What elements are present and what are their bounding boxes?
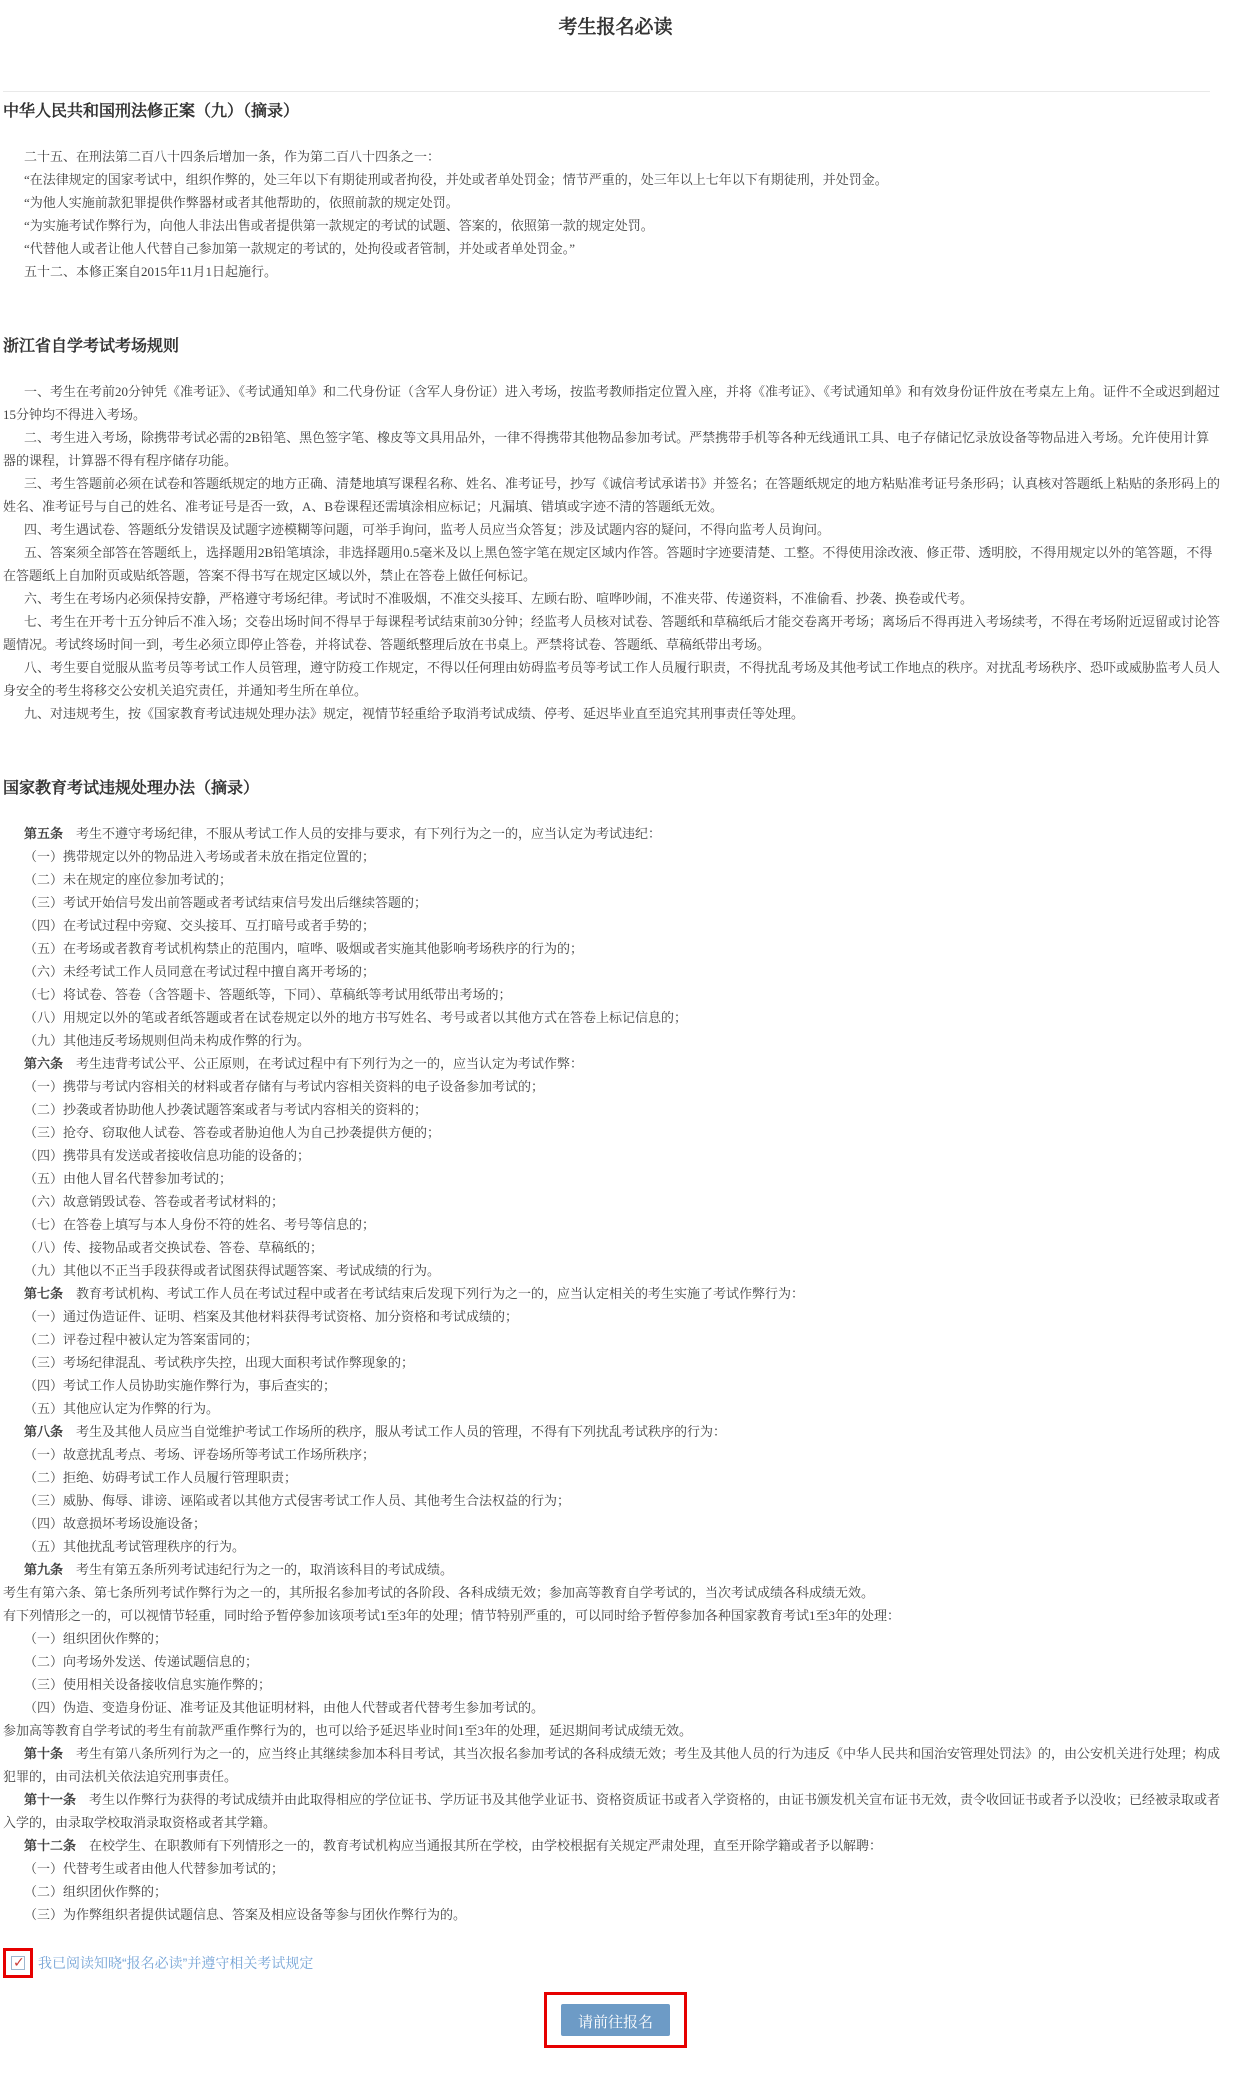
paragraph: 四、考生遇试卷、答题纸分发错误及试题字迹模糊等问题，可举手询问，监考人员应当众答复；涉及试题内容的疑问，不得向监考人员询问。 [24,522,831,537]
paragraph: （九）其他违反考场规则但尚未构成作弊的行为。 [24,1033,311,1048]
article-number: 第五条 [24,826,64,841]
paragraph: （八）用规定以外的笔或者纸答题或者在试卷规定以外的地方书写姓名、考号或者以其他方式在答卷上标记信息的； [24,1010,688,1025]
paragraph: 二、考生进入考场，除携带考试必需的2B铅笔、黑色签字笔、橡皮等文具用品外，一律不得携带其他物品参加考试。严禁携带手机等各种无线通讯工具、电子存储记忆录放设备等物品进入考场。允许使用计算器的课程，计算器不得有程序储存功能。 [3,430,1210,468]
agreement-checkbox[interactable] [11,1956,25,1970]
paragraph: （五）其他扰乱考试管理秩序的行为。 [24,1539,246,1554]
paragraph: 第六条 考生违背考试公平、公正原则，在考试过程中有下列行为之一的，应当认定为考试作弊： [24,1056,584,1071]
button-row [3,1992,1228,2048]
paragraph: （九）其他以不正当手段获得或者试图获得试题答案、考试成绩的行为。 [24,1263,441,1278]
paragraph: “在法律规定的国家考试中，组织作弊的，处三年以下有期徒刑或者拘役，并处或者单处罚金；情节严重的，处三年以上七年以下有期徒刑，并处罚金。 [24,172,888,187]
paragraph: （四）伪造、变造身份证、准考证及其他证明材料，由他人代替或者代替考生参加考试的。 [24,1700,545,1715]
article-number: 第七条 [24,1286,64,1301]
paragraph: （五）其他应认定为作弊的行为。 [24,1401,220,1416]
paragraph: 参加高等教育自学考试的考生有前款严重作弊行为的，也可以给予延迟毕业时间1至3年的处理，延迟期间考试成绩无效。 [3,1723,693,1738]
article-number: 第十条 [24,1746,64,1761]
paragraph: （二）向考场外发送、传递试题信息的； [24,1654,259,1669]
paragraph: （二）抄袭或者协助他人抄袭试题答案或者与考试内容相关的资料的； [24,1102,428,1117]
paragraph: 三、考生答题前必须在试卷和答题纸规定的地方正确、清楚地填写课程名称、姓名、准考证号，抄写《诚信考试承诺书》并签名；在答题纸规定的地方粘贴准考证号条形码；认真核对答题纸上粘贴的条形码上的姓名、准考证号与自己的姓名、准考证号是否一致，A、B卷课程还需填涂相应标记；凡漏填、错填或字迹不清的答题纸无效。 [3,476,1221,514]
paragraph: （五）在考场或者教育考试机构禁止的范围内，喧哗、吸烟或者实施其他影响考场秩序的行为的； [24,941,584,956]
paragraph: （四）故意损坏考场设施设备； [24,1516,207,1531]
paragraph: （一）携带规定以外的物品进入考场或者未放在指定位置的； [24,849,376,864]
article-number: 第六条 [24,1056,64,1071]
paragraph: （一）携带与考试内容相关的材料或者存储有与考试内容相关资料的电子设备参加考试的； [24,1079,545,1094]
checkbox-checked-icon: ✓ [13,1954,25,1970]
paragraph: 有下列情形之一的，可以视情节轻重，同时给予暂停参加该项考试1至3年的处理；情节特别严重的，可以同时给予暂停参加各种国家教育考试1至3年的处理： [3,1608,901,1623]
paragraph: （三）抢夺、窃取他人试卷、答卷或者胁迫他人为自己抄袭提供方便的； [24,1125,441,1140]
sections-container [3,98,1228,1926]
notice-section [3,775,1228,1926]
paragraph: （四）考试工作人员协助实施作弊行为，事后查实的； [24,1378,337,1393]
button-red-annotation-box [544,1992,687,2048]
paragraph: （一）故意扰乱考点、考场、评卷场所等考试工作场所秩序； [24,1447,376,1462]
paragraph: 八、考生要自觉服从监考员等考试工作人员管理，遵守防疫工作规定，不得以任何理由妨碍监考员等考试工作人员履行职责，不得扰乱考场及其他考试工作地点的秩序。对扰乱考场秩序、恐吓或威胁监考人员人身安全的考生将移交公安机关追究责任，并通知考生所在单位。 [3,660,1221,698]
paragraph: （四）在考试过程中旁窥、交头接耳、互打暗号或者手势的； [24,918,376,933]
article-number: 第十二条 [24,1838,77,1853]
paragraph: （三）威胁、侮辱、诽谤、诬陷或者以其他方式侵害考试工作人员、其他考生合法权益的行为； [24,1493,571,1508]
paragraph: “代替他人或者让他人代替自己参加第一款规定的考试的，处拘役或者管制，并处或者单处罚金。” [24,241,576,256]
paragraph: 一、考生在考前20分钟凭《准考证》、《考试通知单》和二代身份证（含军人身份证）进入考场，按监考教师指定位置入座，并将《准考证》、《考试通知单》和有效身份证件放在考桌左上角。证件不全或迟到超过15分钟均不得进入考场。 [3,384,1221,422]
notice-section [3,333,1228,725]
paragraph: （四）携带具有发送或者接收信息功能的设备的； [24,1148,311,1163]
paragraph: （一）代替考生或者由他人代替参加考试的； [24,1861,285,1876]
section-heading: 浙江省自学考试考场规则 [3,338,180,355]
paragraph: 二十五、在刑法第二百八十四条后增加一条，作为第二百八十四条之一： [24,149,441,164]
paragraph: （一）组织团伙作弊的； [24,1631,168,1646]
paragraph: （六）故意销毁试卷、答卷或者考试材料的； [24,1194,285,1209]
notice-section [3,98,1228,283]
paragraph: （三）为作弊组织者提供试题信息、答案及相应设备等参与团伙作弊行为的。 [24,1907,467,1922]
paragraph: （七）将试卷、答卷（含答题卡、答题纸等，下同）、草稿纸等考试用纸带出考场的； [24,987,512,1002]
paragraph: 第十一条 考生以作弊行为获得的考试成绩并由此取得相应的学位证书、学历证书及其他学业证书、资格资质证书或者入学资格的，由证书颁发机关宣布证书无效，责令收回证书或者予以没收；已经被录取或者入学的，由录取学校取消录取资格或者其学籍。 [3,1792,1221,1830]
paragraph: （三）考试开始信号发出前答题或者考试结束信号发出后继续答题的； [24,895,428,910]
paragraph: （一）通过伪造证件、证明、档案及其他材料获得考试资格、加分资格和考试成绩的； [24,1309,519,1324]
paragraph: 第五条 考生不遵守考场纪律，不服从考试工作人员的安排与要求，有下列行为之一的，应当认定为考试违纪： [24,826,662,841]
paragraph: 五、答案须全部答在答题纸上，选择题用2B铅笔填涂，非选择题用0.5毫米及以上黑色签字笔在规定区域内作答。答题时字迹要清楚、工整。不得使用涂改液、修正带、透明胶，不得用规定以外的笔答题，不得在答题纸上自加附页或贴纸答题，答案不得书写在规定区域以外，禁止在答卷上做任何标记。 [3,545,1213,583]
paragraph: （二）评卷过程中被认定为答案雷同的； [24,1332,259,1347]
paragraph: 第八条 考生及其他人员应当自觉维护考试工作场所的秩序，服从考试工作人员的管理，不得有下列扰乱考试秩序的行为： [24,1424,727,1439]
paragraph: （二）组织团伙作弊的； [24,1884,168,1899]
section-heading: 国家教育考试违规处理办法（摘录） [3,780,260,797]
paragraph: （五）由他人冒名代替参加考试的； [24,1171,233,1186]
paragraph: （六）未经考试工作人员同意在考试过程中擅自离开考场的； [24,964,376,979]
article-number: 第九条 [24,1562,64,1577]
paragraph: （三）考场纪律混乱、考试秩序失控，出现大面积考试作弊现象的； [24,1355,415,1370]
article-number: 第八条 [24,1424,64,1439]
paragraph: （二）未在规定的座位参加考试的； [24,872,233,887]
paragraph: （二）拒绝、妨碍考试工作人员履行管理职责； [24,1470,298,1485]
paragraph: 第七条 教育考试机构、考试工作人员在考试过程中或者在考试结束后发现下列行为之一的，应当认定相关的考生实施了考试作弊行为： [24,1286,805,1301]
article-number: 第十一条 [24,1792,77,1807]
agreement-label[interactable]: 我已阅读知晓“报名必读”并遵守相关考试规定 [38,1955,314,1971]
paragraph: 考生有第六条、第七条所列考试作弊行为之一的，其所报名参加考试的各阶段、各科成绩无效；参加高等教育自学考试的，当次考试成绩各科成绩无效。 [3,1585,875,1600]
paragraph: 第十二条 在校学生、在职教师有下列情形之一的，教育考试机构应当通报其所在学校，由学校根据有关规定严肃处理，直至开除学籍或者予以解聘： [24,1838,883,1853]
paragraph: 九、对违规考生，按《国家教育考试违规处理办法》规定，视情节轻重给予取消考试成绩、停考、延迟毕业直至追究其刑事责任等处理。 [24,706,805,721]
agreement-row [3,1948,1228,1978]
checkbox-red-annotation-box [3,1948,33,1978]
section-heading: 中华人民共和国刑法修正案（九）（摘录） [3,103,300,120]
paragraph: 第十条 考生有第八条所列行为之一的，应当终止其继续参加本科目考试，其当次报名参加考试的各科成绩无效；考生及其他人员的行为违反《中华人民共和国治安管理处罚法》的，由公安机关进行处理；构成犯罪的，由司法机关依法追究刑事责任。 [3,1746,1221,1784]
paragraph: （七）在答卷上填写与本人身份不符的姓名、考号等信息的； [24,1217,376,1232]
paragraph: （八）传、接物品或者交换试卷、答卷、草稿纸的； [24,1240,324,1255]
paragraph: 五十二、本修正案自2015年11月1日起施行。 [24,264,278,279]
page-title: 考生报名必读 [558,17,673,38]
paragraph: 七、考生在开考十五分钟后不准入场；交卷出场时间不得早于每课程考试结束前30分钟；经监考人员核对试卷、答题纸和草稿纸后才能交卷离开考场；离场后不得再进入考场续考，不得在考场附近逗留或讨论答题情况。考试终场时间一到，考生必须立即停止答卷，并将试卷、答题纸整理后放在书桌上。严禁将试卷、答题纸、草稿纸带出考场。 [3,614,1221,652]
paragraph: （三）使用相关设备接收信息实施作弊的； [24,1677,272,1692]
paragraph: 六、考生在考场内必须保持安静，严格遵守考场纪律。考试时不准吸烟，不准交头接耳、左顾右盼、喧哗吵闹，不准夹带、传递资料，不准偷看、抄袭、换卷或代考。 [24,591,974,606]
divider [3,91,1210,92]
paragraph: “为实施考试作弊行为，向他人非法出售或者提供第一款规定的考试的试题、答案的，依照第一款的规定处罚。 [24,218,654,233]
paragraph: 第九条 考生有第五条所列考试违纪行为之一的，取消该科目的考试成绩。 [24,1562,454,1577]
paragraph: “为他人实施前款犯罪提供作弊器材或者其他帮助的，依照前款的规定处罚。 [24,195,459,210]
go-register-button[interactable]: 请前往报名 [561,2004,670,2036]
